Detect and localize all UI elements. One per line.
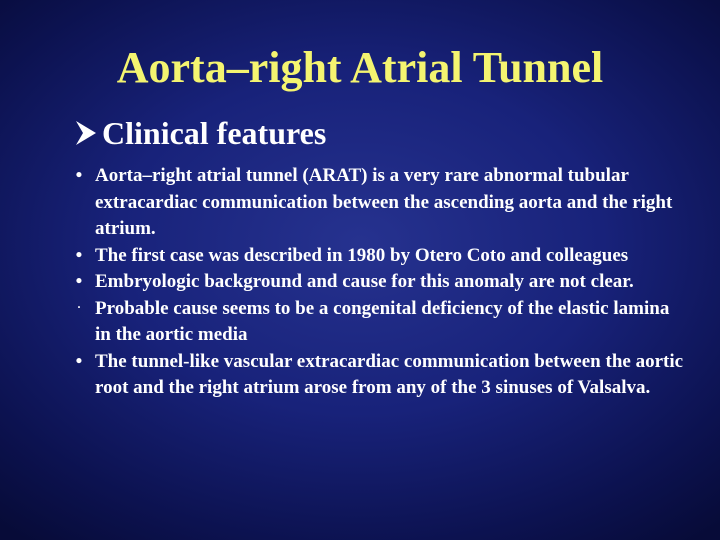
bullet-icon: • (75, 244, 83, 266)
slide-title: Aorta–right Atrial Tunnel (116, 43, 604, 92)
section-heading (74, 113, 326, 153)
section-heading-text: Clinical features (102, 115, 327, 151)
bullet-list (75, 163, 685, 402)
bullet-text: Embryologic background and cause for this anomaly are not clear. (95, 271, 634, 292)
bullet-text: The first case was described in 1980 by Otero Coto and colleagues (95, 244, 629, 266)
bullet-item (75, 349, 685, 402)
bullet-item (75, 269, 685, 296)
bullet-text: Aorta–right atrial tunnel (ARAT) is a very rare abnormal tubular extracardiac communication between the ascending aorta and the right atrium. (95, 165, 673, 239)
bullet-item (76, 296, 685, 349)
bullet-text: The tunnel-like vascular extracardiac communication between the aortic root and the right atrium arose from any of the 3 sinuses of Valsalva. (95, 350, 684, 398)
bullet-text: Probable cause seems to be a congenital deficiency of the elastic lamina in the aortic media (95, 297, 670, 345)
bullet-icon: · (76, 299, 81, 314)
bullet-icon: • (75, 165, 83, 186)
bullet-item (75, 243, 685, 270)
bullet-icon: • (75, 350, 83, 372)
bullet-item (75, 163, 685, 243)
arrow-bullet-icon (74, 119, 98, 147)
bullet-icon: • (75, 271, 83, 292)
